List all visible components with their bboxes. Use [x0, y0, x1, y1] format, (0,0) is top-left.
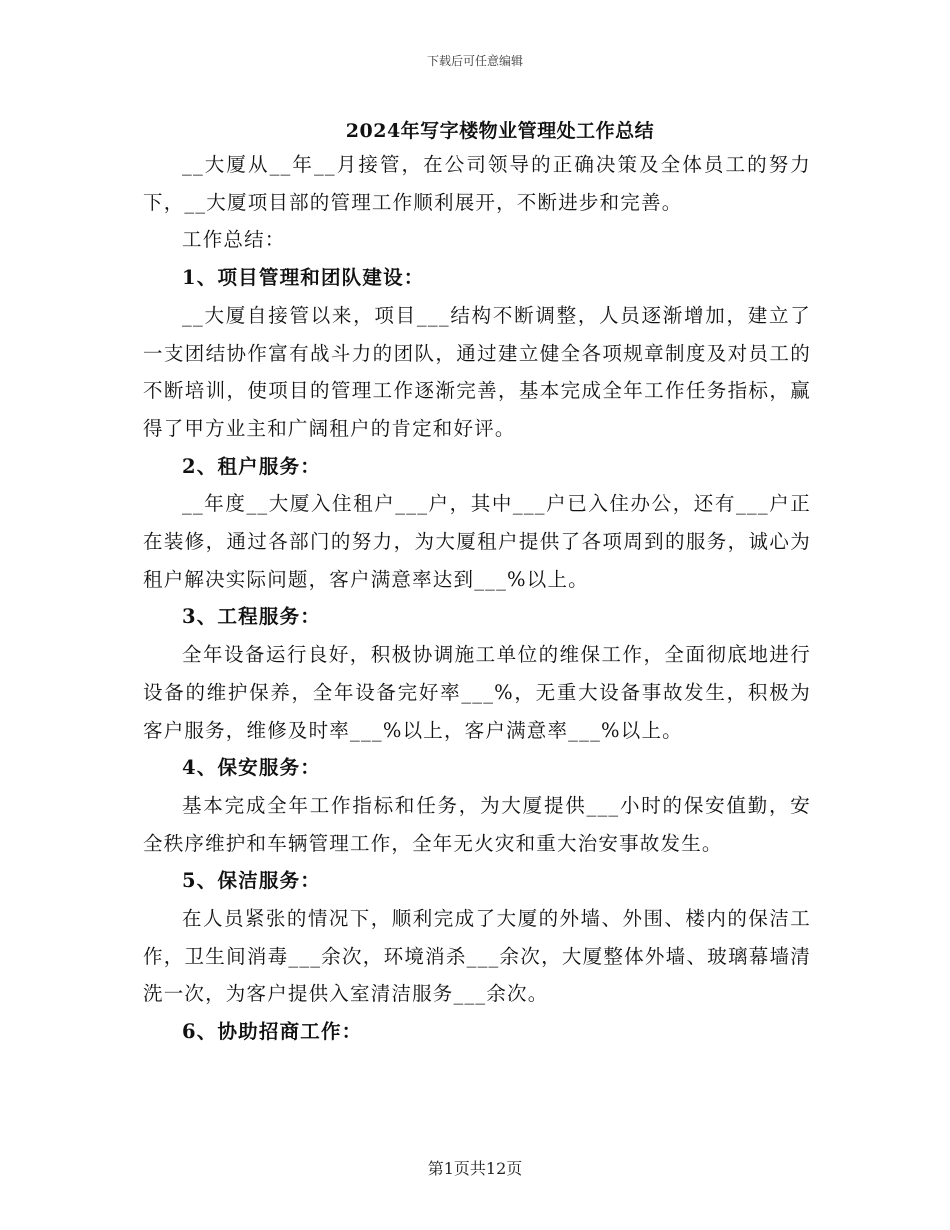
page-footer: 第1页共12页 — [427, 1159, 523, 1178]
section-heading-4: 4、保安服务： — [182, 756, 321, 780]
document-body — [143, 146, 811, 1051]
section-heading-2: 2、租户服务： — [182, 454, 321, 478]
section-heading-6: 6、协助招商工作： — [182, 1020, 363, 1044]
section-heading-5: 5、保洁服务： — [182, 869, 321, 893]
section-heading-1: 1、项目管理和团队建设： — [182, 266, 425, 290]
paragraph-section-5: 在人员紧张的情况下，顺利完成了大厦的外墙、外围、楼内的保洁工作，卫生间消毒___余次，环境消杀___余次，大厦整体外墙、玻璃幕墙清洗一次，为客户提供入室清洁服务___余次。 — [143, 907, 811, 1006]
paragraph-section-3: 全年设备运行良好，积极协调施工单位的维保工作，全面彻底地进行设备的维护保养，全年设备完好率___%，无重大设备事故发生，积极为客户服务，维修及时率___%以上，客户满意率___%以上。 — [143, 643, 811, 742]
document-title: 2024年写字楼物业管理处工作总结 — [345, 120, 655, 142]
page-header: 下载后可任意编辑 — [426, 54, 523, 68]
paragraph-summary-label: 工作总结： — [182, 228, 286, 252]
paragraph-section-2: __年度__大厦入住租户___户，其中___户已入住办公，还有___户正在装修，通过各部门的努力，为大厦租户提供了各项周到的服务，诚心为租户解决实际问题，客户满意率达到___%以上。 — [143, 492, 811, 591]
paragraph-intro: __大厦从__年__月接管，在公司领导的正确决策及全体员工的努力下，__大厦项目部的管理工作顺利展开，不断进步和完善。 — [143, 153, 811, 214]
paragraph-section-4: 基本完成全年工作指标和任务，为大厦提供___小时的保安值勤，安全秩序维护和车辆管理工作，全年无火灾和重大治安事故发生。 — [143, 793, 811, 855]
section-heading-3: 3、工程服务： — [182, 605, 321, 629]
paragraph-section-1: __大厦自接管以来，项目___结构不断调整，人员逐渐增加，建立了一支团结协作富有战斗力的团队，通过建立健全各项规章制度及对员工的不断培训，使项目的管理工作逐渐完善，基本完成全年工作任务指标，赢得了甲方业主和广阔租户的肯定和好评。 — [143, 303, 811, 440]
